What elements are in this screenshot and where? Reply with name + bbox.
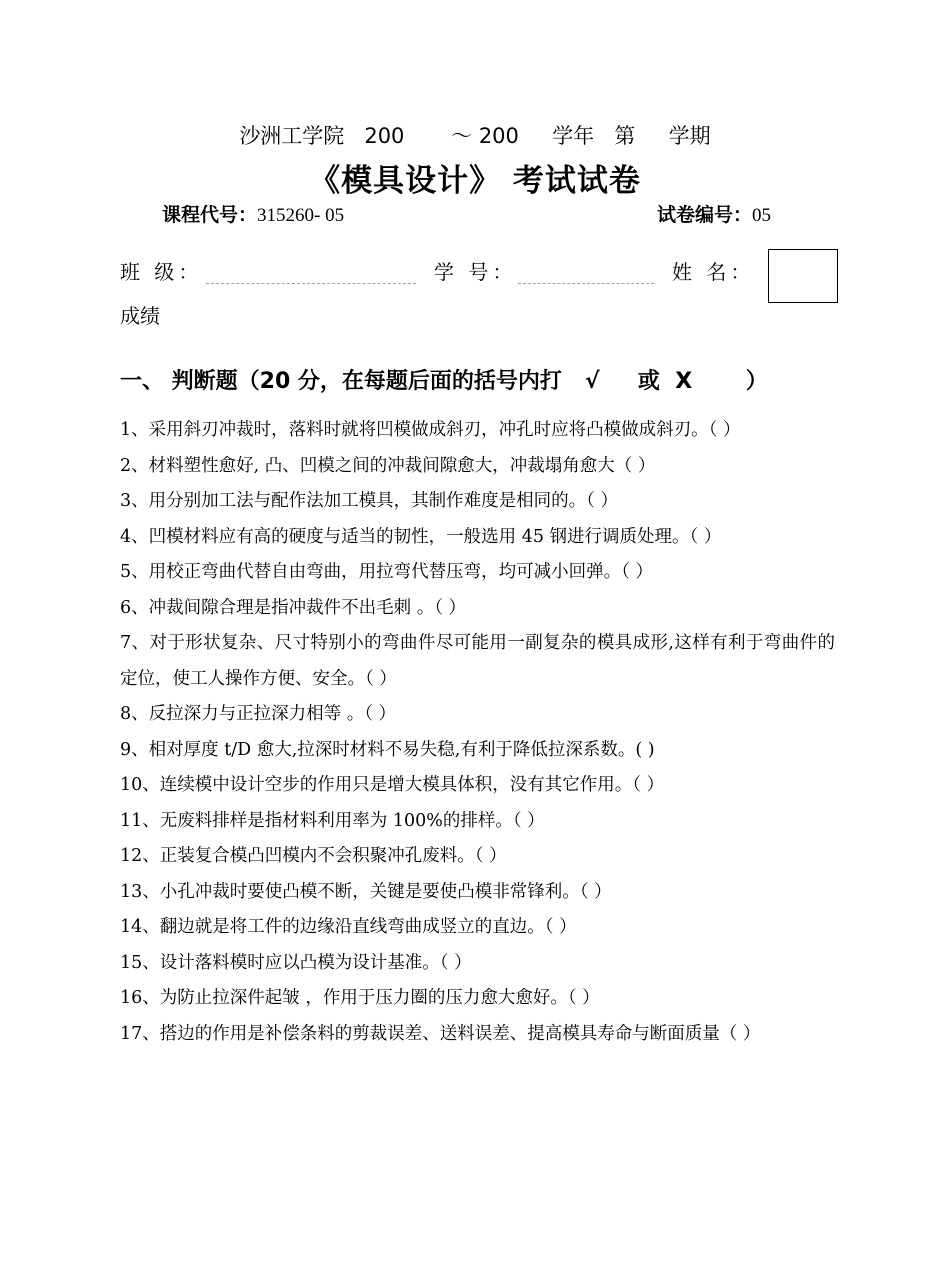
question-item: 8、反拉深力与正拉深力相等 。（ ） (120, 704, 397, 724)
course-code-label: 课程代号： (162, 204, 258, 226)
score-label: 成绩 (120, 304, 160, 328)
class-label: 班 级： (120, 260, 203, 284)
question-item: 2、材料塑性愈好, 凸、凹模之间的冲裁间隙愈大，冲裁塌角愈大（ ） (120, 455, 656, 476)
question-item: 16、为防止拉深件起皱 ，作用于压力圈的压力愈大愈好。（ ） (120, 988, 600, 1008)
question-item: 10、连续模中设计空步的作用只是增大模具体积，没有其它作用。（ ） (120, 775, 665, 795)
question-item: 1、采用斜刃冲裁时，落料时就将凹模做成斜刃，冲孔时应将凸模做成斜刃。（ ） (120, 420, 741, 440)
student-id-label: 学 号： (434, 260, 517, 284)
question-item: 11、无废料排样是指材料利用率为 100%的排样。（ ） (120, 810, 545, 831)
question-item: 4、凹模材料应有高的硬度与适当的韧性，一般选用 45 钢进行调质处理。（ ） (120, 526, 722, 547)
question-item: 9、相对厚度 t/D 愈大,拉深时材料不易失稳,有利于降低拉深系数。( ) (120, 739, 655, 760)
course-code-value: 315260- 05 (257, 205, 345, 226)
question-item: 14、翻边就是将工件的边缘沿直线弯曲成竖立的直边。（ ） (120, 917, 577, 937)
class-field[interactable] (206, 283, 416, 284)
question-item: 3、用分别加工法与配作法加工模具，其制作难度是相同的。（ ） (120, 491, 618, 511)
name-label: 姓 名： (672, 260, 755, 284)
paper-number-value: 05 (752, 205, 772, 226)
question-item: 15、设计落料模时应以凸模为设计基准。（ ） (120, 952, 472, 973)
school-term-line: 沙洲工学院 200 ～ 200 学年 第 学期 (239, 124, 711, 148)
course-code (162, 200, 344, 227)
question-list (120, 413, 835, 1052)
question-item: 7、对于形状复杂、尺寸特别小的弯曲件尽可能用一副复杂的模具成形,这样有利于弯曲件的定位，使工人操作方便、安全。（ ） (120, 633, 835, 689)
paper-number (657, 200, 771, 227)
score-box[interactable] (768, 249, 838, 303)
student-id-field[interactable] (518, 283, 654, 284)
section-title: 一、 判断题（20 分，在每题后面的括号内打 √ 或 X ） (120, 369, 768, 394)
question-item: 17、搭边的作用是补偿条料的剪裁误差、送料误差、提高模具寿命与断面质量（ ） (120, 1023, 761, 1044)
student-info-row (120, 256, 840, 296)
question-item: 5、用校正弯曲代替自由弯曲，用拉弯代替压弯，均可减小回弹。（ ） (120, 562, 653, 582)
question-item: 12、正装复合模凸凹模内不会积聚冲孔废料。（ ） (120, 846, 507, 866)
exam-title: 《模具设计》 考试试卷 (309, 163, 641, 199)
question-item: 6、冲裁间隙合理是指冲裁件不出毛刺 。（ ） (120, 597, 467, 618)
paper-number-label: 试卷编号： (657, 204, 753, 226)
question-item: 13、小孔冲裁时要使凸模不断，关键是要使凸模非常锋利。（ ） (120, 881, 612, 902)
